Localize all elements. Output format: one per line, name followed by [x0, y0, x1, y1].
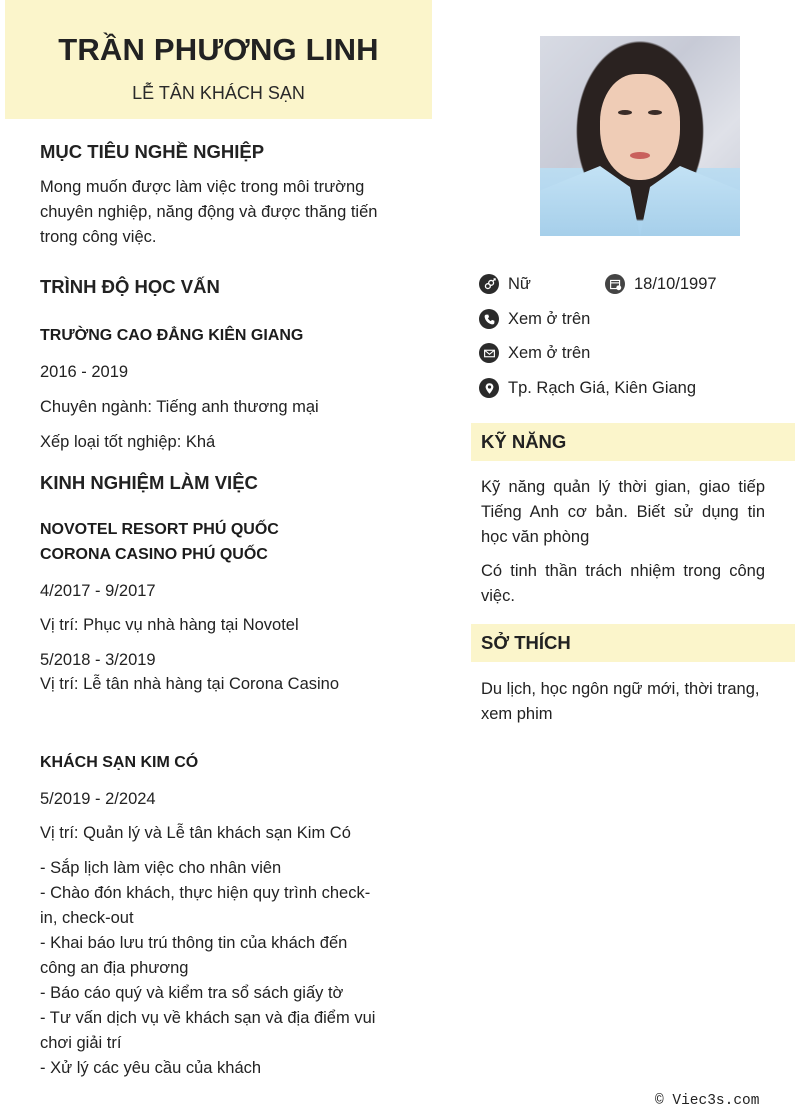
duty-line: - Khai báo lưu trú thông tin của khách đến: [40, 934, 348, 952]
school-name: TRƯỜNG CAO ĐẲNG KIÊN GIANG: [40, 327, 304, 344]
candidate-name: TRẦN PHƯƠNG LINH: [58, 32, 379, 67]
copyright-footer: © Viec3s.com: [655, 1093, 760, 1109]
job-period: 4/2017 - 9/2017: [40, 582, 156, 600]
duty-line: công an địa phương: [40, 959, 189, 977]
education-period: 2016 - 2019: [40, 363, 129, 381]
gender-value: Nữ: [508, 274, 531, 293]
job-position: Vị trí: Phục vụ nhà hàng tại Novotel: [40, 616, 299, 634]
profile-photo: [540, 36, 740, 236]
duty-line: chơi giải trí: [40, 1034, 122, 1052]
duty-line: - Xử lý các yêu cầu của khách: [40, 1059, 262, 1077]
objective-line: Mong muốn được làm việc trong môi trường: [40, 178, 365, 196]
job-period: 5/2018 - 3/2019: [40, 651, 156, 669]
objective-title: MỤC TIÊU NGHỀ NGHIỆP: [40, 141, 265, 162]
duty-line: - Tư vấn dịch vụ về khách sạn và địa điểm vui: [40, 1009, 376, 1027]
duty-line: in, check-out: [40, 909, 134, 927]
experience-title: KINH NGHIỆM LÀM VIỆC: [40, 472, 258, 493]
company-name: [40, 517, 279, 567]
phone-row: [479, 309, 590, 329]
photo-face: [600, 74, 680, 180]
gender-icon: [479, 274, 499, 294]
job-position: Vị trí: Lễ tân nhà hàng tại Corona Casino: [40, 675, 340, 693]
birthday-value: 18/10/1997: [634, 274, 717, 293]
photo-eye: [618, 110, 632, 115]
address-row: [479, 378, 696, 398]
email-icon: [479, 343, 499, 363]
duty-line: - Sắp lịch làm việc cho nhân viên: [40, 859, 282, 877]
duty-line: - Chào đón khách, thực hiện quy trình check-: [40, 884, 371, 902]
company-line: NOVOTEL RESORT PHÚ QUỐC: [40, 521, 279, 538]
photo-lips: [630, 152, 650, 159]
address-value: Tp. Rạch Giá, Kiên Giang: [508, 378, 697, 397]
skills-header-bar: [471, 423, 795, 461]
location-icon: [479, 378, 499, 398]
hobbies-title: SỞ THÍCH: [481, 632, 571, 653]
education-title: TRÌNH ĐỘ HỌC VẤN: [40, 276, 220, 297]
skills-text-1: Kỹ năng quản lý thời gian, giao tiếp Tiếng Anh cơ bản. Biết sử dụng tin học văn phòng: [481, 478, 765, 546]
skills-title: KỸ NĂNG: [481, 431, 567, 452]
header-banner: [5, 0, 432, 119]
company-name: KHÁCH SẠN KIM CÓ: [40, 754, 199, 771]
email-value: Xem ở trên: [508, 343, 591, 362]
birthday-row: [605, 274, 717, 294]
phone-value: Xem ở trên: [508, 309, 591, 328]
calendar-icon: [605, 274, 625, 294]
duty-line: - Báo cáo quý và kiểm tra sổ sách giấy tờ: [40, 984, 344, 1002]
hobbies-line: Du lịch, học ngôn ngữ mới, thời trang,: [481, 680, 760, 698]
job-position: Vị trí: Quản lý và Lễ tân khách sạn Kim Có: [40, 824, 351, 842]
hobbies-text: [481, 677, 765, 727]
education-major: Chuyên ngành: Tiếng anh thương mại: [40, 398, 319, 416]
hobbies-header-bar: [471, 624, 795, 662]
job-title: LỄ TÂN KHÁCH SẠN: [132, 83, 305, 103]
objective-line: trong công việc.: [40, 228, 157, 246]
skills-text-2: Có tinh thần trách nhiệm trong công việc.: [481, 562, 765, 605]
objective-text: [40, 175, 420, 250]
company-line: CORONA CASINO PHÚ QUỐC: [40, 546, 268, 563]
objective-line: chuyên nghiệp, năng động và được thăng tiến: [40, 203, 378, 221]
phone-icon: [479, 309, 499, 329]
photo-eye: [648, 110, 662, 115]
job-period: 5/2019 - 2/2024: [40, 790, 156, 808]
email-row: [479, 343, 590, 363]
education-grade: Xếp loại tốt nghiệp: Khá: [40, 433, 216, 451]
job-duties: [40, 856, 410, 1081]
hobbies-line: xem phim: [481, 705, 553, 723]
gender-row: [479, 274, 531, 294]
